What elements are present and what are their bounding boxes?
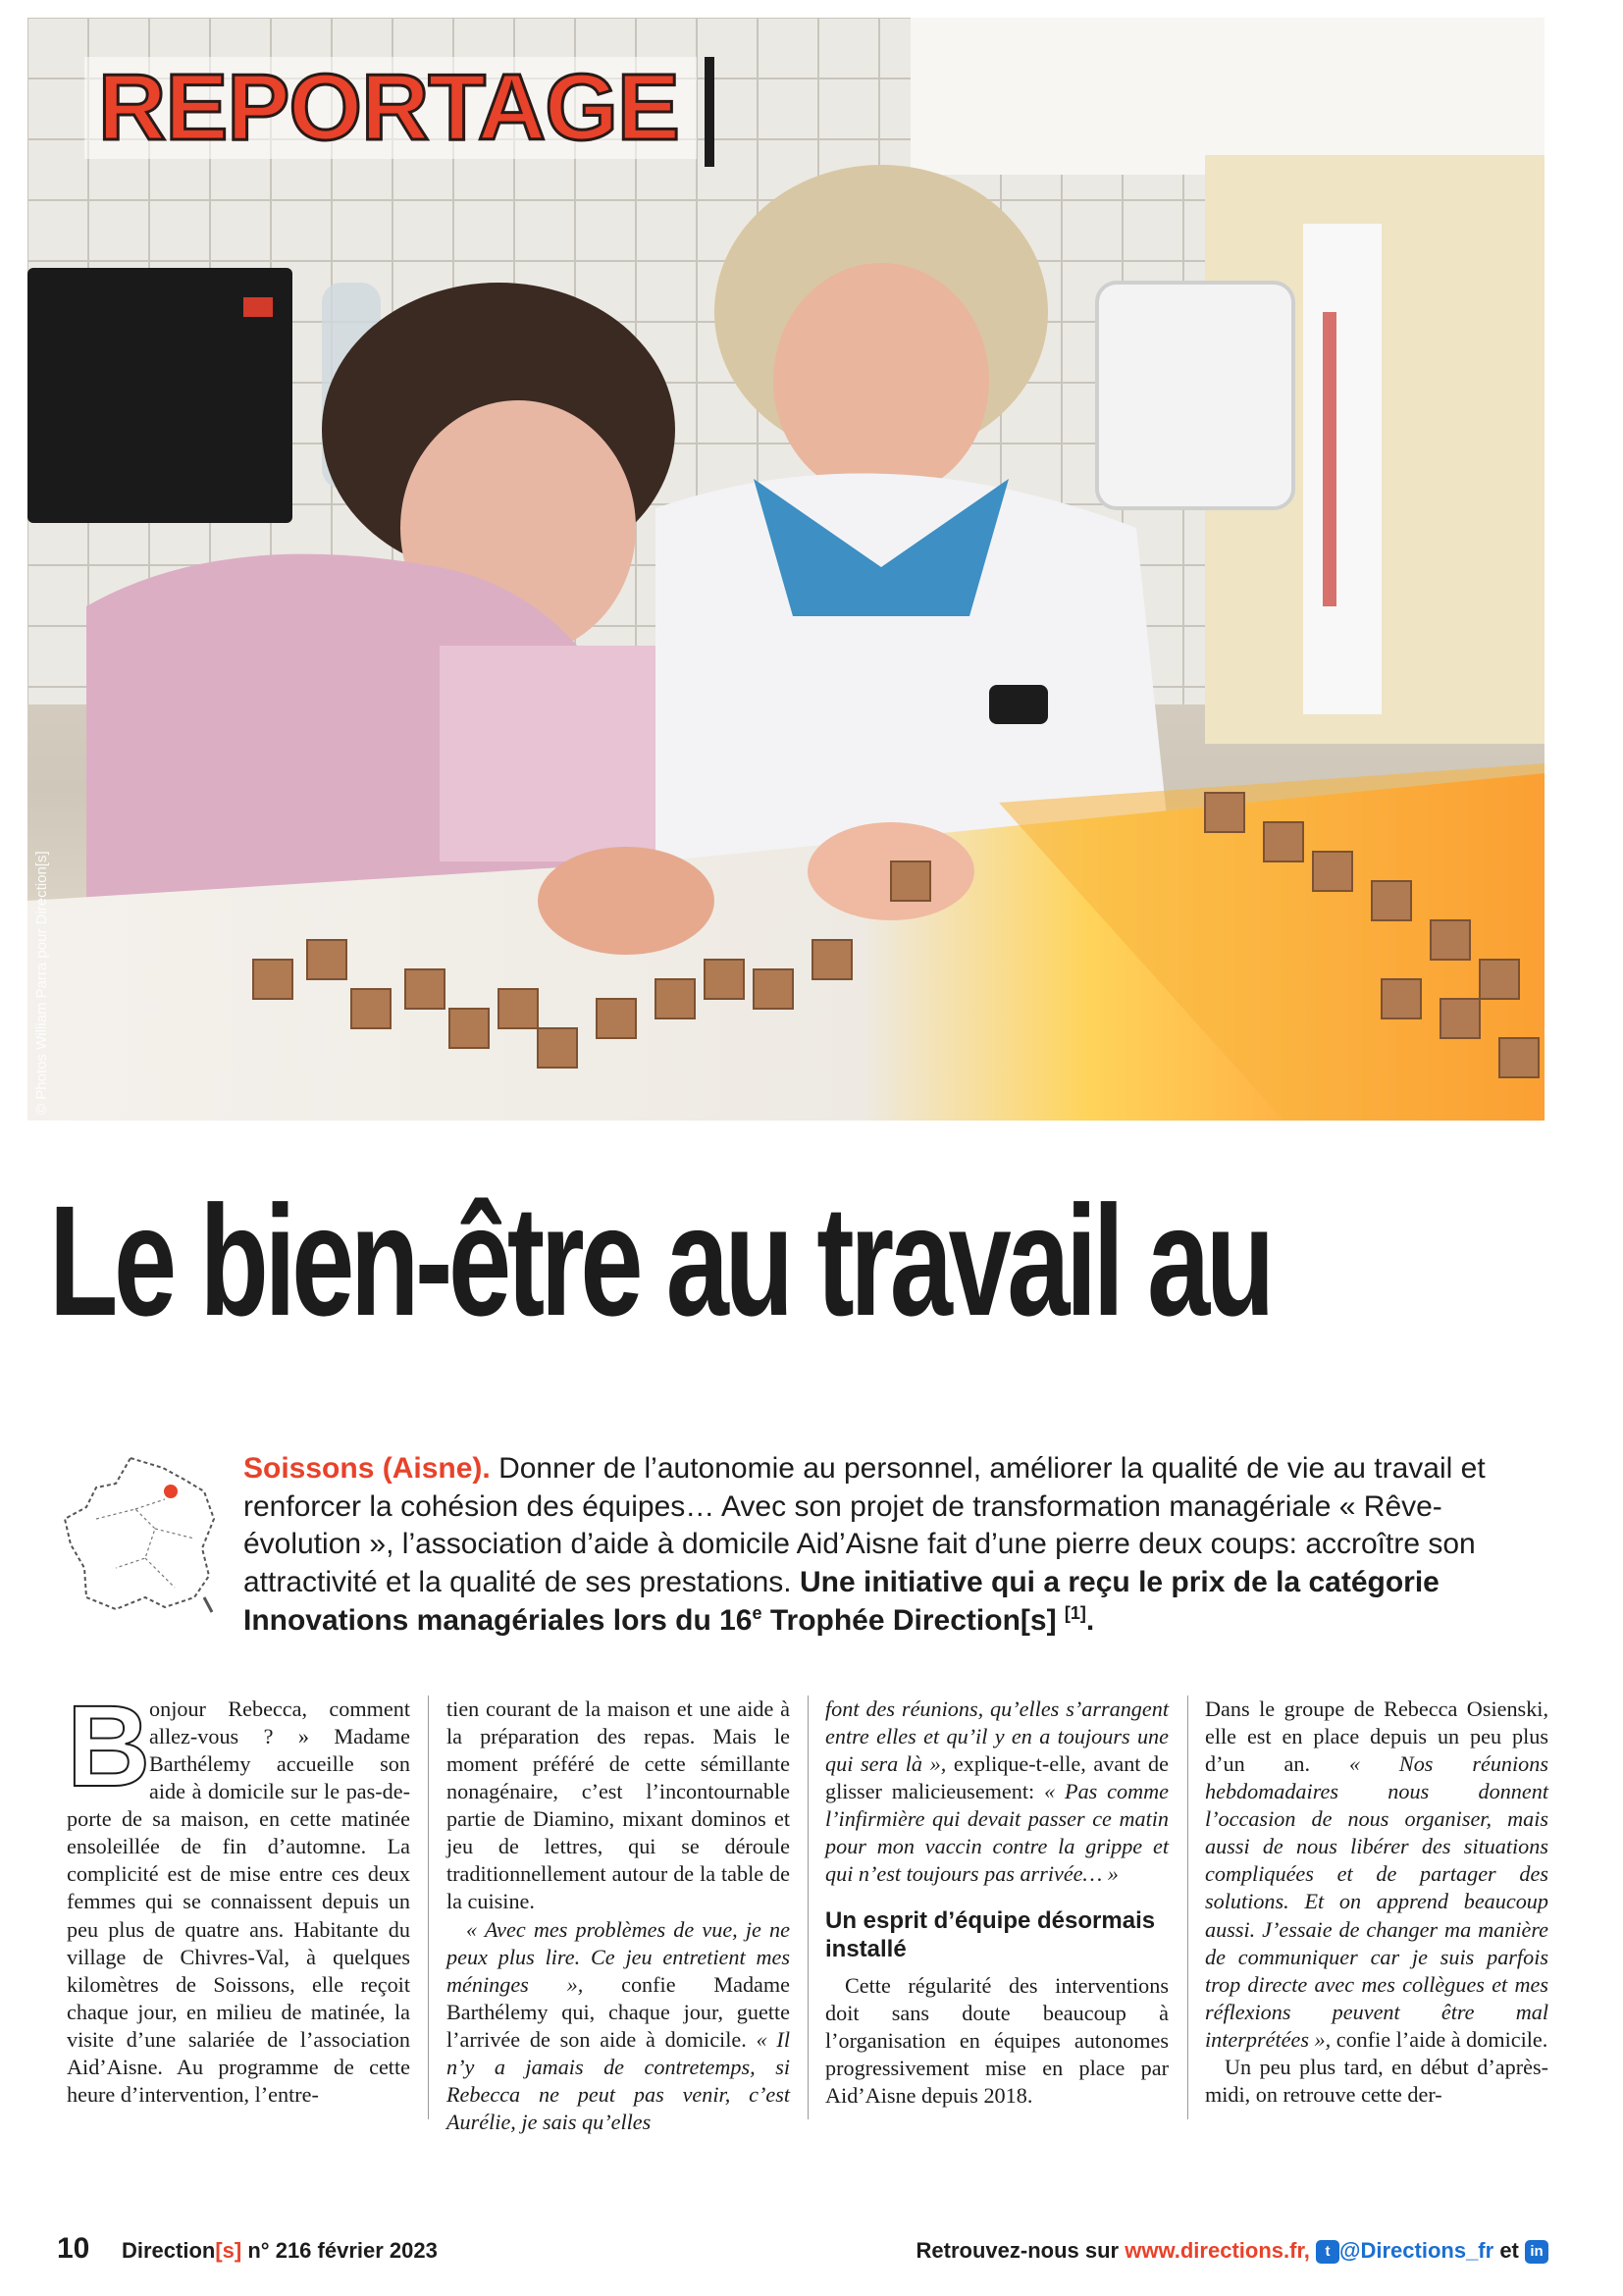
website-link[interactable]: www.directions.fr, bbox=[1125, 2238, 1310, 2263]
location-marker bbox=[164, 1485, 178, 1498]
column-3-paragraph-1 bbox=[825, 1696, 1169, 1888]
article-subheading: Un esprit d’équipe désormais installé bbox=[825, 1907, 1156, 1963]
article-column-2 bbox=[446, 1696, 790, 2136]
linkedin-icon[interactable]: in bbox=[1525, 2240, 1548, 2264]
issue-info: n° 216 février 2023 bbox=[241, 2238, 438, 2263]
photo-illustration bbox=[27, 18, 1544, 1121]
intro-footnote-ref: [1] bbox=[1064, 1602, 1086, 1623]
intro-sup: e bbox=[752, 1602, 762, 1623]
twitter-icon[interactable]: t bbox=[1316, 2240, 1339, 2264]
column-divider bbox=[1187, 1696, 1188, 2119]
article-column-3 bbox=[825, 1696, 1169, 2110]
drop-cap: B bbox=[67, 1682, 151, 1811]
intro-highlight-end: Trophée Direction[s] bbox=[769, 1603, 1057, 1637]
column-divider bbox=[808, 1696, 809, 2119]
column-3-text: explique-t-elle, avant de glisser malicieusement: bbox=[825, 1751, 1169, 1804]
magazine-issue bbox=[122, 2238, 438, 2264]
magazine-name: Direction bbox=[122, 2238, 216, 2263]
section-tag-label: REPORTAGE bbox=[98, 55, 679, 160]
column-2-paragraph-2 bbox=[446, 1916, 790, 2137]
promo-text: Retrouvez-nous sur bbox=[916, 2238, 1126, 2263]
column-4-quote: « Nos réunions hebdomadaires nous donnent l’occasion de nous organiser, mais aussi de nous libérer des situations compliquées et de partager des solutions. Et on apprend beaucoup aussi. J’essaie de changer ma manière de communiquer car je suis parfois trop directe avec mes collègues et mes réflexions peuvent être mal interprétées », bbox=[1205, 1751, 1548, 2052]
web-promo bbox=[916, 2238, 1548, 2264]
promo-and: et bbox=[1493, 2238, 1525, 2263]
column-4-text-2: confie l’aide à domicile. bbox=[1331, 2026, 1548, 2052]
reportage-photo bbox=[27, 18, 1544, 1121]
column-divider bbox=[428, 1696, 429, 2119]
column-3-paragraph-2: Cette régularité des interventions doit sans doute beaucoup à l’organisation en équipes autonomes progressivement mise en place par Aid’Aisne depuis 2018. bbox=[825, 1973, 1169, 2109]
section-tag bbox=[84, 57, 697, 159]
france-map-icon bbox=[57, 1450, 224, 1617]
article-headline: Le bien-être au travail au bbox=[49, 1173, 1271, 1348]
page-number: 10 bbox=[57, 2232, 90, 2265]
twitter-handle-link[interactable]: @Directions_fr bbox=[1339, 2238, 1494, 2263]
article-body bbox=[67, 1682, 1548, 2134]
intro-location: Soissons (Aisne). bbox=[243, 1452, 491, 1485]
column-2-quote-2: « Il n’y a jamais de contretemps, si Rebecca ne peut pas venir, c’est Aurélie, je sais qu’elles bbox=[446, 2026, 790, 2134]
article-column-4 bbox=[1205, 1696, 1548, 2109]
intro-end: . bbox=[1085, 1603, 1095, 1637]
column-4-paragraph-1 bbox=[1205, 1696, 1548, 2054]
article-column-1 bbox=[67, 1682, 410, 2109]
column-2-paragraph-1: tien courant de la maison et une aide à la préparation des repas. Mais le moment préféré de cette sémillante nonagénaire, c’est l’incontournable partie de Diamino, mixant dominos et jeu de lettres, qui se déroule traditionnellement autour de la table de la cuisine. bbox=[446, 1696, 790, 1914]
magazine-bracket: [s] bbox=[215, 2238, 242, 2263]
column-1-text: onjour Rebecca, comment allez-vous ? » Madame Barthélemy accueille son aide à domicile sur le pas-de-porte de sa maison, en cette matinée ensoleillée de fin d’automne. La complicité est de mise entre ces deux femmes qui se connaissent depuis un peu plus de quatre ans. Habitante du village de Chivres-Val, à quelques kilomètres de Soissons, elle reçoit chaque jour, en milieu de matinée, la visite d’une salariée de l’association Aid’Aisne. Au programme de cette heure d’intervention, l’entre- bbox=[67, 1696, 410, 2107]
column-2-text: confie Madame Barthélemy qui, chaque jour, guette l’arrivée de son aide à domicile. bbox=[446, 1971, 790, 2052]
column-4-paragraph-2: Un peu plus tard, en début d’après-midi, on retrouve cette der- bbox=[1205, 2054, 1548, 2107]
section-tag-bar bbox=[705, 57, 714, 167]
article-intro bbox=[243, 1450, 1539, 1640]
page-footer bbox=[57, 2232, 1548, 2271]
intro-text: Donner de l’autonomie au personnel, améliorer la qualité de vie au travail et renforcer la cohésion des équipes… Avec son projet de transformation managériale « Rêve-évolution », l’association d’aide à domicile Aid’Aisne fait d’une pierre deux coups: accroître son attractivité et la qualité de ses prestations. bbox=[243, 1452, 1486, 1599]
photo-credit: © Photos William Parra pour Direction[s] bbox=[33, 851, 50, 1115]
column-3-quote-2: « Pas comme l’infirmière qui devait passer ce matin pour mon vaccin contre la grippe et qui n’est toujours pas arrivée… » bbox=[825, 1779, 1169, 1887]
column-2-quote: « Avec mes problèmes de vue, je ne peux plus lire. Ce jeu entretient mes méninges », bbox=[446, 1916, 790, 1997]
intro-highlight: Une initiative qui a reçu le prix de la catégorie Innovations managériales lors du 16 bbox=[243, 1566, 1440, 1637]
column-3-quote: font des réunions, qu’elles s’arrangent entre elles et qu’il y en a toujours une qui sera là », bbox=[825, 1696, 1169, 1777]
column-4-text: Dans le groupe de Rebecca Osienski, elle est en place depuis un peu plus d’un an. bbox=[1205, 1696, 1548, 1777]
